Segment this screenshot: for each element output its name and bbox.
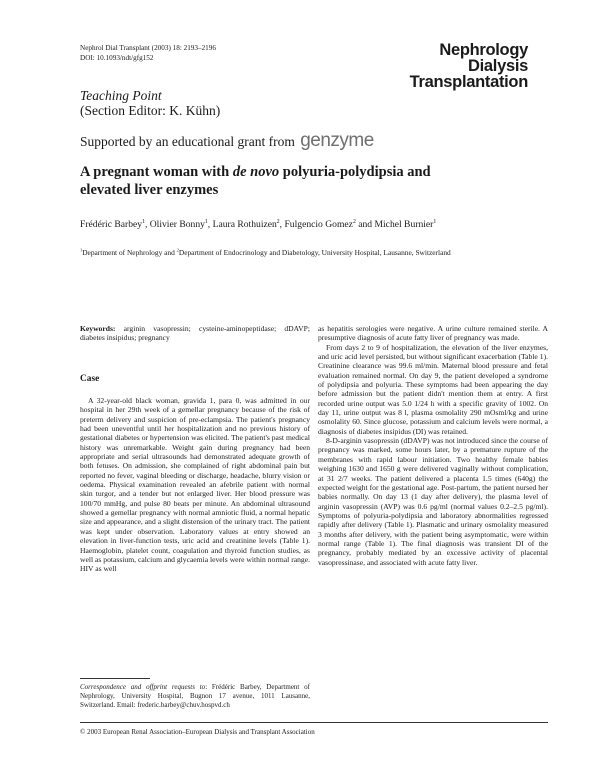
- paragraph: From days 2 to 9 of hospitalization, the elevation of the liver enzymes, and uric acid level persisted, but without significant exacerbation (Table 1). Creatinine clearance was 99.6 ml/min. Maternal blood pressure and fetal evaluation remained normal. On day 9, the patient developed a syndrome of polydipsia and polyuria. These symptoms had been appearing the day before admission but the patient didn't mention them at entry. A first recorded urine output was 5.0 1/24 h with a specific gravity of 1002. On day 11, urine output was 8 l, plasma osmolality 290 mOsml/kg and urine osmolality 60. Since glucose, potassium and calcium levels were normal, a diagnosis of diabetes insipidus (DI) was retained.: [318, 342, 548, 436]
- author: Frédéric Barbey$^1$,: [80, 218, 150, 230]
- journal-logo-line-3: Transplantation: [409, 73, 528, 91]
- section-heading-case: Case: [80, 374, 100, 384]
- author: Olivier Bonny$^1$,: [149, 218, 213, 230]
- author: Fulgencio Gomez$^2$ and: [284, 218, 375, 230]
- article-title: [80, 163, 540, 199]
- author-list: [80, 219, 540, 231]
- right-column: [318, 324, 548, 567]
- correspondence-text: : Frédéric Barbey, Department of Nephrology, University Hospital, Bugnon 17 avenue, 1011 Lausanne, Switzerland. Email: frederic.barbey@chuv.hospvd.ch: [80, 683, 310, 709]
- section-editor: (Section Editor: K. Kühn): [80, 103, 221, 118]
- journal-logo: [410, 42, 528, 90]
- author: Laura Rothuizen$^2$,: [212, 218, 285, 230]
- affiliations: $^1$Department of Nephrology and $^2$Department of Endocrinology and Diabetology, University Hospital, Lausanne, Switzerland: [80, 247, 451, 257]
- doi: DOI: 10.1093/ndt/gfg152: [80, 54, 154, 62]
- sponsor-line: [80, 130, 374, 152]
- title-part-2: polyuria-polydipsia and: [279, 164, 431, 180]
- title-part-1: A pregnant woman with: [80, 164, 233, 180]
- journal-logo-line-2: Dialysis: [468, 57, 528, 75]
- keywords: [80, 324, 310, 343]
- title-line-2: elevated liver enzymes: [80, 182, 219, 198]
- journal-citation: Nephrol Dial Transplant (2003) 18: 2193–2196: [80, 44, 216, 52]
- correspondence-note: [80, 683, 310, 710]
- keywords-text: arginin vasopressin; cysteine-aminopeptidase; dDAVP; diabetes insipidus; pregnancy: [80, 324, 310, 343]
- title-emphasis: de novo: [232, 164, 280, 180]
- copyright: © 2003 European Renal Association–European Dialysis and Transplant Association: [80, 728, 315, 736]
- keywords-label: Keywords:: [80, 324, 116, 333]
- journal-logo-line-1: Nephrology: [439, 41, 528, 59]
- sponsor-text: Supported by an educational grant from: [80, 134, 295, 149]
- footnote-divider: [80, 678, 150, 679]
- paragraph: as hepatitis serologies were negative. A urine culture remained sterile. A presumptive diagnosis of acute fatty liver of pregnancy was made.: [318, 324, 548, 343]
- section-label: [80, 88, 220, 118]
- author: Michel Burnier$^1$: [374, 218, 437, 230]
- footer-divider: [80, 722, 548, 723]
- correspondence-label: Correspondence and offprint requests to: [80, 683, 206, 691]
- paragraph: 8-D-arginin vasopressin (dDAVP) was not introduced since the course of pregnancy was marked, some hours later, by a premature rupture of the membranes with rapid labour initiation. Two healthy female babies weighing 1630 and 1650 g were delivered vaginally without complication, at 31 2/7 weeks. The patient delivered a placenta 1.5 times (640g) the expected weight for the gestational age. Post-partum, the patient nursed her babies normally. On day 13 (1 day after delivery), the plasma level of arginin vasopressin (AVP) was 0.6 pg/ml (normal values 0.2–2.5 pg/ml). Symptoms of polyuria-polydipsia and laboratory abnormalities regressed rapidly after delivery (Table 1). Plasmatic and urinary osmolality measured 3 months after delivery, with the patient being asymptomatic, were within normal range (Table 1). The final diagnosis was transient DI of the pregnancy, probably mediated by an excessive activity of placental vasopressinase, and associated with acute fatty liver.: [318, 436, 548, 567]
- case-paragraph: A 32-year-old black woman, gravida 1, para 0, was admitted in our hospital in her 29th week of a gemellar pregnancy because of the risk of preterm delivery and suspicion of pre-eclampsia. The patient's pregnancy had been uneventful until her hospitalization and no previous history of gestational diabetes or hypertension was elicited. The patient's past medical history was unremarkable. Weight gain during pregnancy had been appropriate and serial ultrasounds had demonstrated adequate growth of both fetuses. On admission, she complained of right abdominal pain but reported no fever, vaginal bleeding or discharge, headache, blurry vision or oedema. Physical examination revealed an afebrile patient with normal skin turgor, and a tender but not enlarged liver. Her blood pressure was 100/70 mmHg, and pulse 80 beats per minute. An abdominal ultrasound showed a gemellar pregnancy with normal amniotic fluid, a normal hepatic size and appearance, and a slight distension of the urinary tract. The patient was kept under observation. Laboratory values at entry showed an elevation in liver-function tests, uric acid and creatinine levels (Table 1). Haemoglobin, platelet count, coagulation and thyroid function studies, as well as potassium, calcium and glycaemia levels were within normal range. HIV as well: [80, 396, 310, 574]
- teaching-point-label: Teaching Point: [80, 88, 162, 103]
- sponsor-logo: genzyme: [300, 130, 374, 151]
